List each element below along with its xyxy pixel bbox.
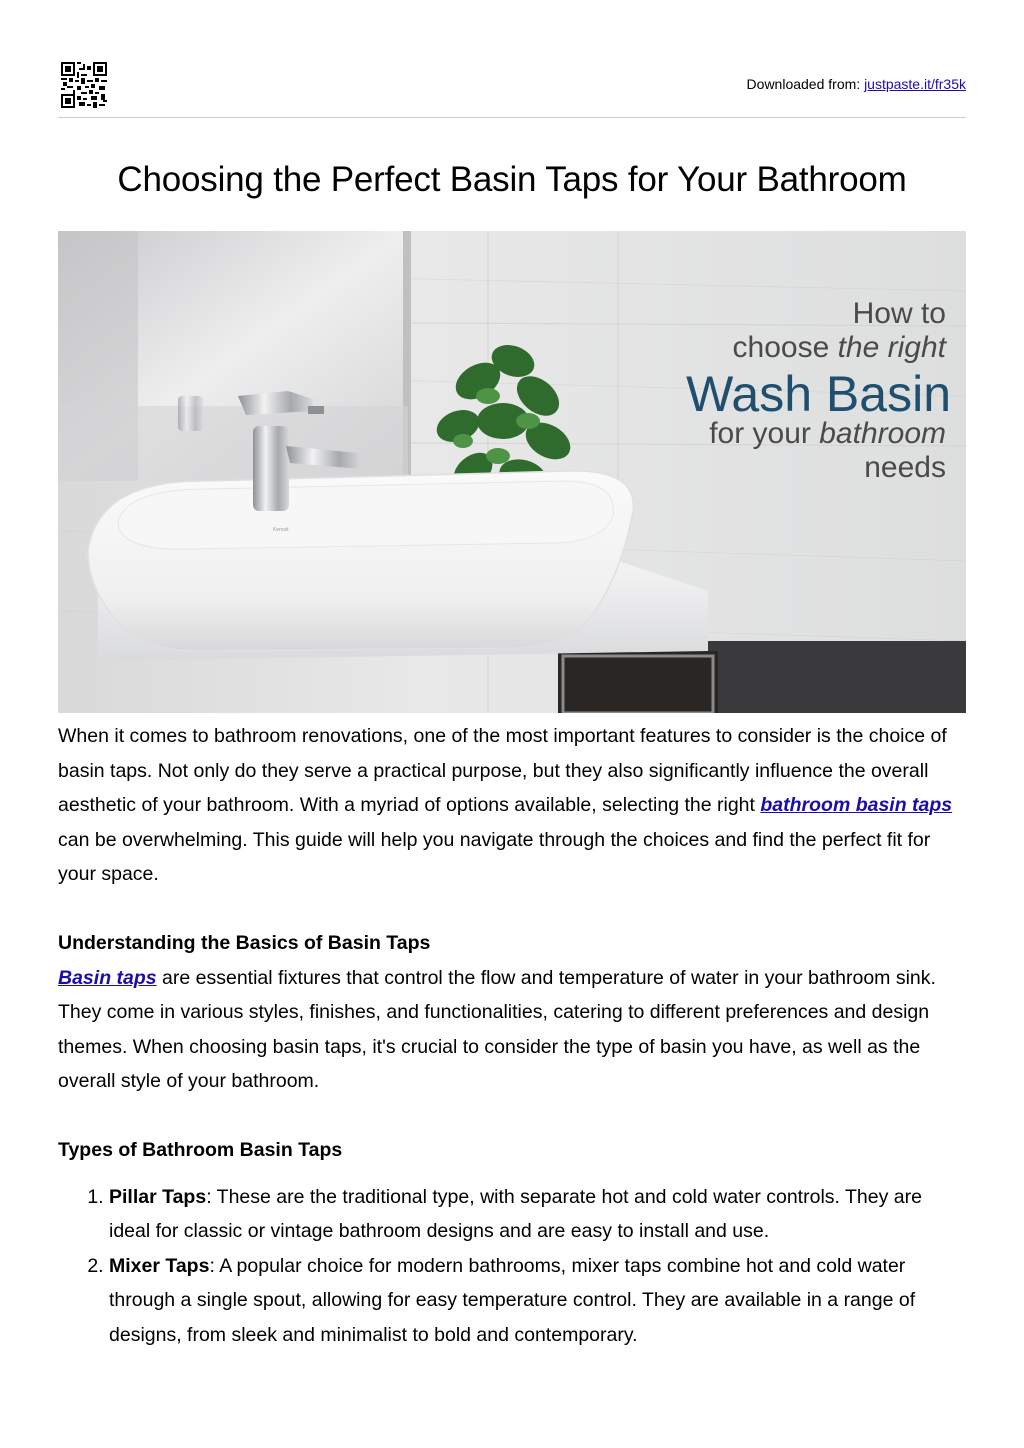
article-body bbox=[58, 719, 968, 1353]
download-source-label: Downloaded from: bbox=[746, 76, 865, 92]
section-heading-types: Types of Bathroom Basin Taps bbox=[58, 1138, 343, 1161]
bathroom-basin-taps-link[interactable]: bathroom basin taps bbox=[760, 794, 953, 817]
page-title: Choosing the Perfect Basin Taps for Your Bathroom bbox=[117, 160, 907, 199]
tap-types-list bbox=[58, 1180, 968, 1353]
basin-taps-link[interactable]: Basin taps bbox=[58, 966, 157, 989]
hero-line-1: How to bbox=[852, 297, 946, 330]
hero-line-3: Wash Basin bbox=[686, 366, 951, 422]
source-link[interactable]: justpaste.it/fr35k bbox=[864, 76, 966, 92]
qr-code-icon bbox=[61, 62, 107, 108]
list-item: 2. Mixer Taps: A popular choice for modern bathrooms, mixer taps combine hot and cold water through a single spout, allowing for easy temperature control. They are available in a range of designs, from sleek and minimalist to bold and contemporary. bbox=[109, 1249, 968, 1353]
download-source bbox=[747, 76, 966, 92]
header-divider bbox=[58, 117, 966, 118]
hero-image bbox=[58, 231, 966, 713]
hero-line-2: choose the right bbox=[732, 331, 946, 364]
basics-paragraph: Basin taps are essential fixtures that control the flow and temperature of water in your bathroom sink. They come in various styles, finishes, and functionalities, catering to different preferences and design themes. When choosing basin taps, it's crucial to consider the type of basin you have, as well as the overall style of your bathroom. bbox=[58, 966, 936, 1093]
hero-line-4: for your bathroom bbox=[709, 417, 946, 450]
list-item: 1. Pillar Taps: These are the traditional type, with separate hot and cold water controls. They are ideal for classic or vintage bathroom designs and are easy to install and use. bbox=[109, 1180, 968, 1249]
section-heading-basics: Understanding the Basics of Basin Taps bbox=[58, 931, 431, 954]
basin-brand-logo: Kerovit bbox=[273, 527, 289, 533]
intro-paragraph: When it comes to bathroom renovations, one of the most important features to consider is the choice of basin taps. Not only do they serve a practical purpose, but they also significantly influence the overall aesthetic of your bathroom. With a myriad of options available, selecting the right bathroom basin taps can be overwhelming. This guide will help you navigate through the choices and find the perfect fit for your space. bbox=[58, 725, 953, 886]
hero-line-5: needs bbox=[864, 451, 946, 484]
